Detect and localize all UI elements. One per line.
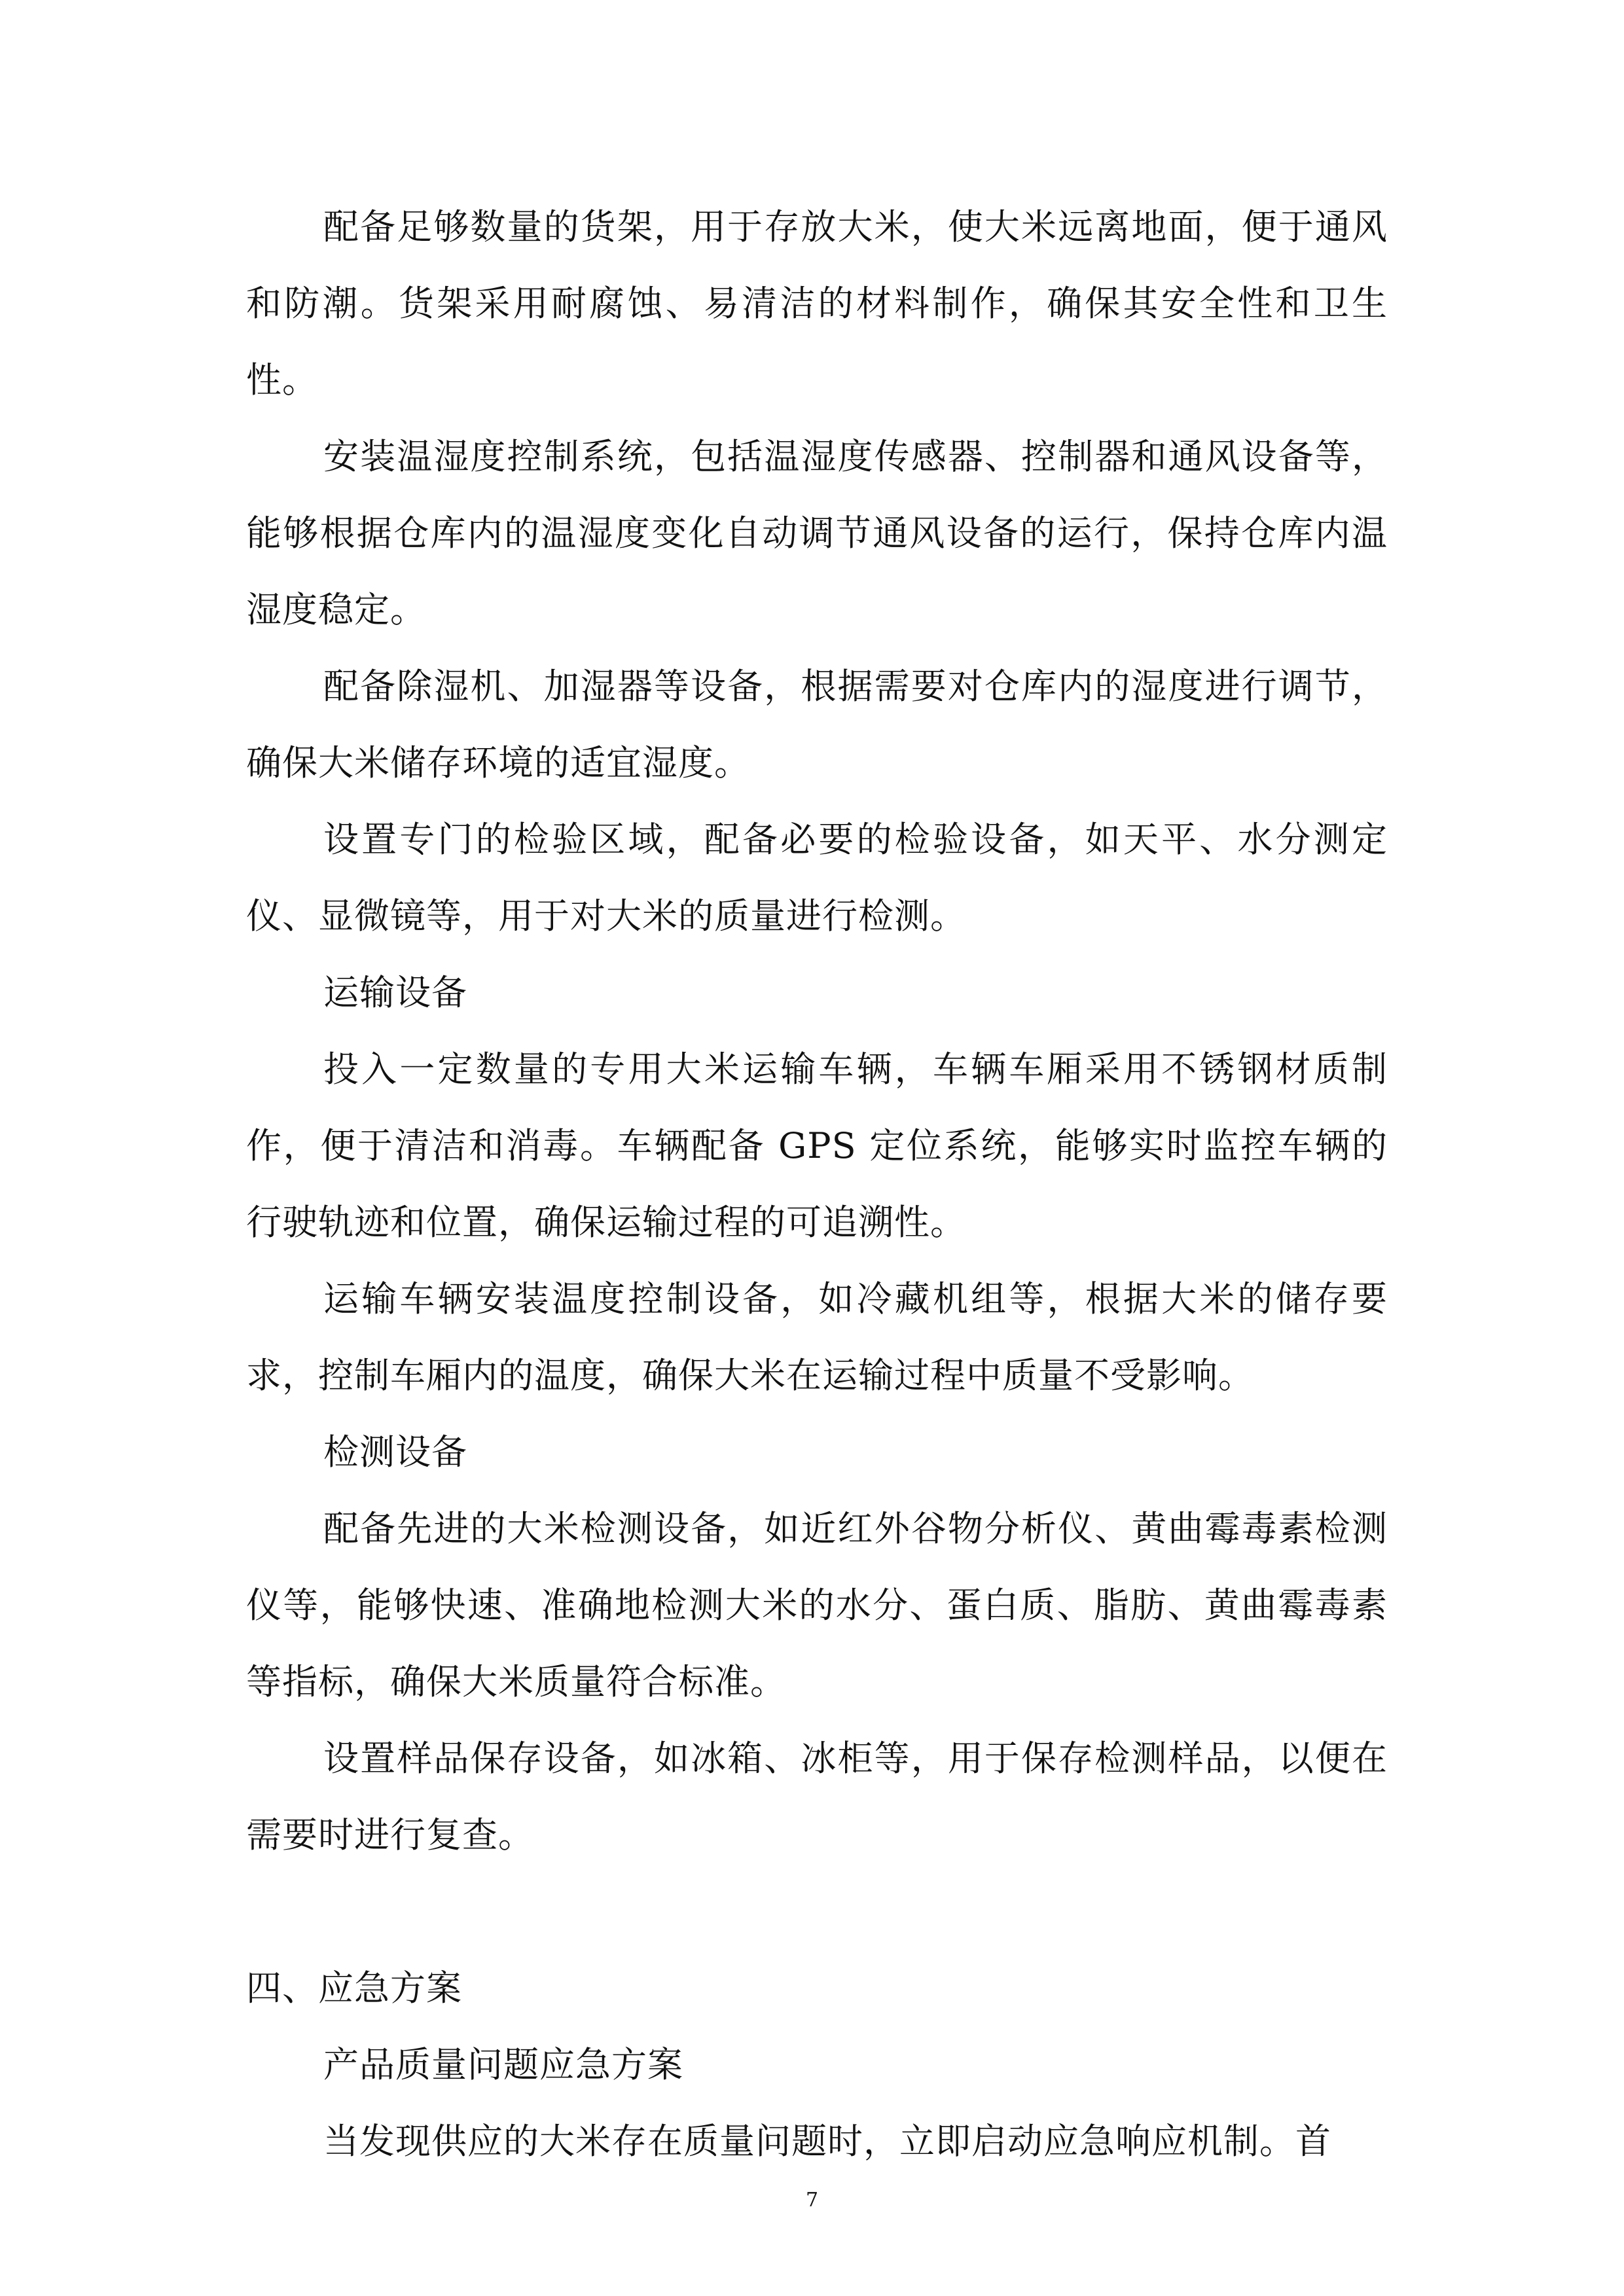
paragraph-testing-equipment: 配备先进的大米检测设备，如近红外谷物分析仪、黄曲霉毒素检测仪等，能够快速、准确地检测大米的水分、蛋白质、脂肪、黄曲霉毒素等指标，确保大米质量符合标准。	[246, 1508, 1388, 1702]
paragraph-inspection-area: 设置专门的检验区域，配备必要的检验设备，如天平、水分测定仪、显微镜等，用于对大米的质量进行检测。	[246, 819, 1388, 937]
paragraph-shelves: 配备足够数量的货架，用于存放大米，使大米远离地面，便于通风和防潮。货架采用耐腐蚀、易清洁的材料制作，确保其安全性和卫生性。	[246, 206, 1388, 401]
paragraph-quality-response: 当发现供应的大米存在质量问题时，立即启动应急响应机制。首	[323, 2121, 1331, 2162]
paragraph-transport-vehicles: 投入一定数量的专用大米运输车辆，车辆车厢采用不锈钢材质制作，便于清洁和消毒。车辆配备 GPS 定位系统，能够实时监控车辆的行驶轨迹和位置，确保运输过程的可追溯性。	[246, 1049, 1388, 1243]
quality-heading: 产品质量问题应急方案	[323, 2044, 683, 2085]
paragraph-humidity: 配备除湿机、加湿器等设备，根据需要对仓库内的湿度进行调节，确保大米储存环境的适宜湿度。	[246, 666, 1388, 783]
transport-heading: 运输设备	[323, 972, 467, 1013]
paragraph-transport-temperature: 运输车辆安装温度控制设备，如冷藏机组等，根据大米的储存要求，控制车厢内的温度，确保大米在运输过程中质量不受影响。	[246, 1278, 1388, 1396]
section-4-heading: 四、应急方案	[246, 1967, 462, 2009]
paragraph-sample-storage: 设置样品保存设备，如冰箱、冰柜等，用于保存检测样品，以便在需要时进行复查。	[246, 1738, 1388, 1856]
testing-heading: 检测设备	[323, 1431, 467, 1473]
page-number: 7	[805, 2189, 819, 2212]
paragraph-climate-control: 安装温湿度控制系统，包括温湿度传感器、控制器和通风设备等，能够根据仓库内的温湿度变化自动调节通风设备的运行，保持仓库内温湿度稳定。	[246, 436, 1388, 630]
document-page	[246, 188, 1388, 2179]
